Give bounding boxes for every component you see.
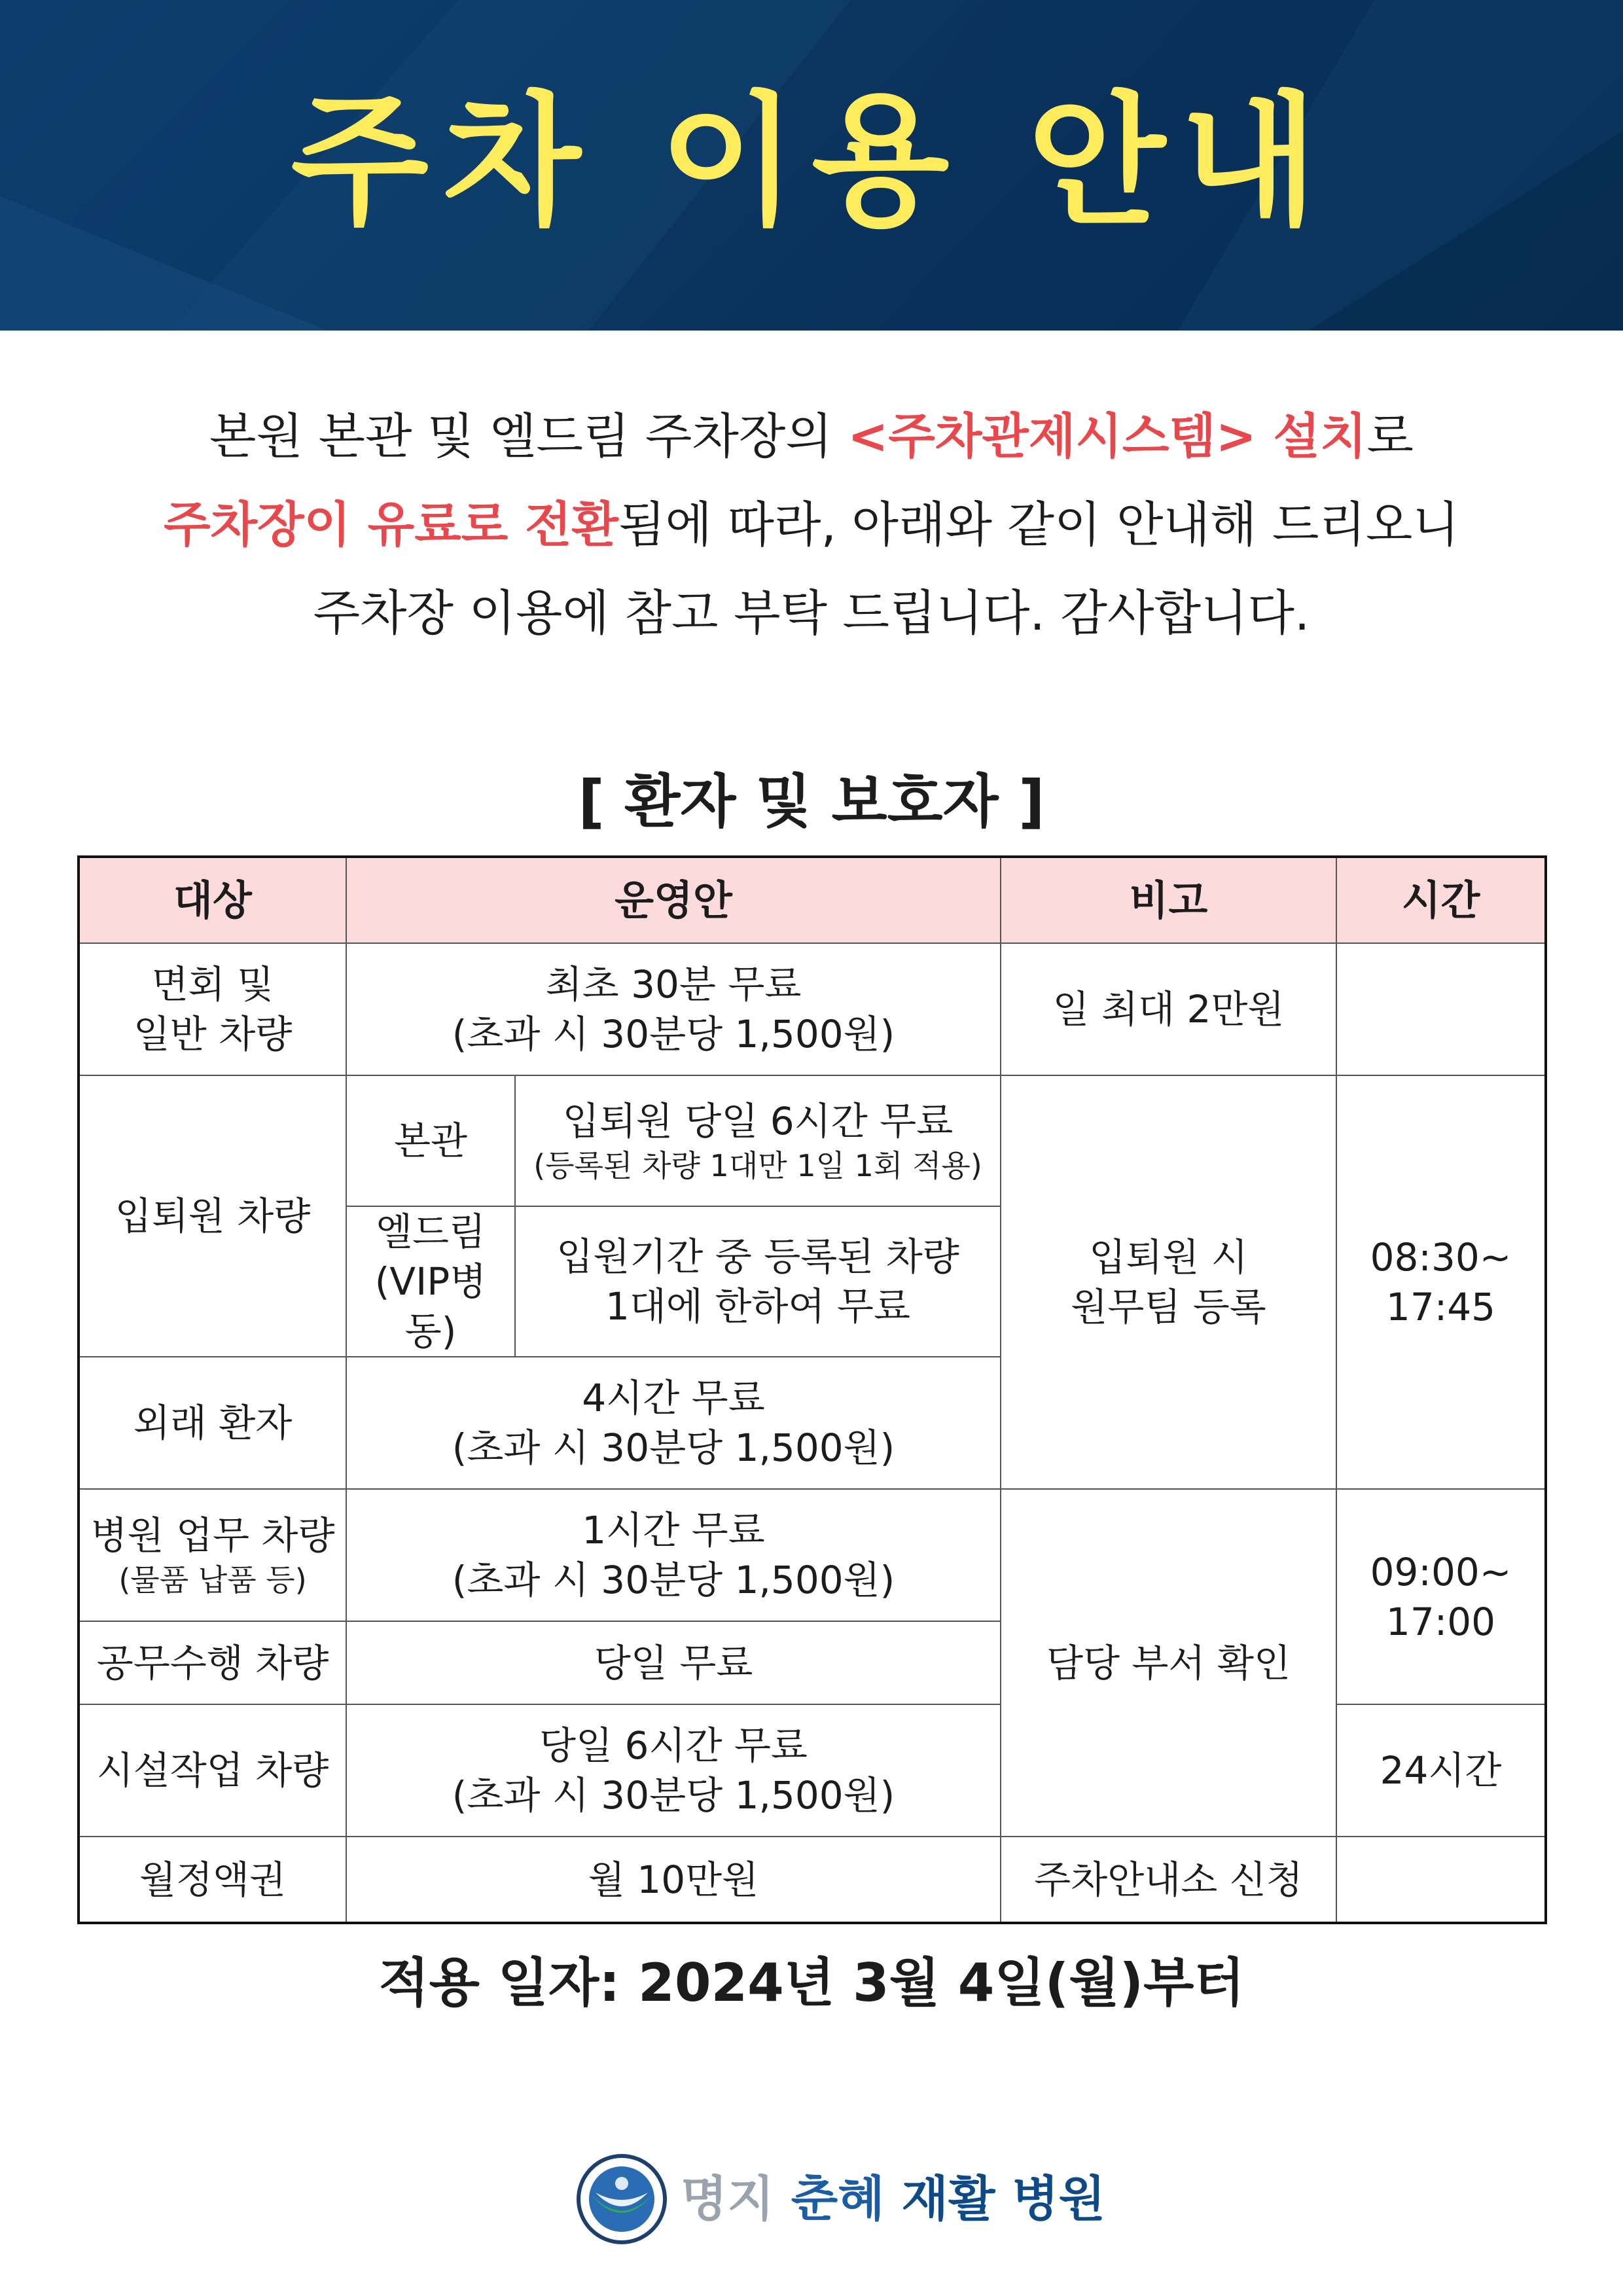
cell-text: (물품 납품 등) (118, 1562, 307, 1598)
cell-text: 병원 업무 차량 (90, 1513, 335, 1558)
policy-cell (515, 1075, 1001, 1206)
cell-text: 입퇴원 당일 6시간 무료 (562, 1099, 954, 1143)
note-cell (1001, 1075, 1336, 1489)
intro-paragraph (39, 393, 1584, 658)
hospital-name-part: 명지 (681, 2171, 774, 2227)
target-cell: 월정액권 (79, 1837, 346, 1923)
cell-text: 면회 및 (151, 962, 274, 1007)
policy-cell (346, 1704, 1001, 1837)
column-header: 운영안 (346, 857, 1001, 943)
target-cell: 입퇴원 차량 (79, 1075, 346, 1357)
sub-target-cell: 본관 (346, 1075, 515, 1206)
cell-text: (초과 시 30분당 1,500원) (452, 1558, 895, 1602)
cell-text: 1시간 무료 (582, 1508, 765, 1552)
cell-text: 09:00~ (1370, 1549, 1512, 1594)
cell-text: 원무팀 등록 (1071, 1285, 1266, 1329)
note-cell: 주차안내소 신청 (1001, 1837, 1336, 1923)
policy-cell: 월 10만원 (346, 1837, 1001, 1923)
note-cell: 담당 부서 확인 (1001, 1489, 1336, 1837)
cell-text: 엘드림 (375, 1210, 486, 1254)
target-cell (79, 1489, 346, 1621)
intro-text: 로 (1366, 408, 1414, 465)
cell-text: 17:45 (1385, 1285, 1496, 1329)
cell-text: 일반 차량 (133, 1012, 293, 1056)
cell-text: (초과 시 30분당 1,500원) (452, 1773, 895, 1818)
policy-cell (346, 1489, 1001, 1621)
table-row (79, 943, 1546, 1075)
hospital-emblem-icon (576, 2153, 668, 2245)
table-row (79, 1489, 1546, 1621)
table-header-row (79, 857, 1546, 943)
section-title: [ 환자 및 보호자 ] (578, 768, 1045, 835)
time-cell (1336, 1075, 1546, 1489)
intro-highlight: <주차관제시스템> 설치 (847, 408, 1367, 465)
target-cell: 시설작업 차량 (79, 1704, 346, 1837)
intro-line-2 (39, 481, 1584, 569)
intro-text: 본원 본관 및 엘드림 주차장의 (209, 408, 848, 465)
cell-text: 1대에 한하여 무료 (605, 1284, 910, 1329)
cell-text: (초과 시 30분당 1,500원) (452, 1012, 895, 1056)
target-cell: 공무수행 차량 (79, 1621, 346, 1704)
cell-text: 4시간 무료 (582, 1376, 765, 1420)
note-cell: 일 최대 2만원 (1001, 943, 1336, 1075)
cell-text: 최초 30분 무료 (545, 962, 802, 1007)
intro-line-3: 주차장 이용에 참고 부탁 드립니다. 감사합니다. (313, 585, 1310, 641)
cell-text: 08:30~ (1370, 1235, 1512, 1280)
column-header: 비고 (1001, 857, 1336, 943)
policy-cell (346, 943, 1001, 1075)
effective-date: 적용 일자: 2024년 3월 4일(월)부터 (378, 1952, 1245, 2013)
target-cell (79, 943, 346, 1075)
policy-cell (346, 1357, 1001, 1489)
parking-fee-table (77, 855, 1547, 1924)
time-cell (1336, 943, 1546, 1075)
cell-text: (초과 시 30분당 1,500원) (452, 1426, 895, 1470)
cell-text: 입원기간 중 등록된 차량 (556, 1234, 959, 1279)
intro-highlight: 주차장이 유료로 전환 (164, 497, 618, 553)
hospital-name-part: 재활 병원 (901, 2171, 1106, 2227)
time-cell (1336, 1837, 1546, 1923)
cell-text: 17:00 (1385, 1599, 1496, 1644)
cell-text: 입퇴원 시 (1089, 1235, 1248, 1280)
time-cell (1336, 1489, 1546, 1704)
time-cell: 24시간 (1336, 1704, 1546, 1837)
target-cell: 외래 환자 (79, 1357, 346, 1489)
hospital-logo (576, 2153, 1106, 2245)
header-banner (0, 0, 1623, 331)
cell-text: (VIP병동) (374, 1259, 487, 1354)
page-title: 주차 이용 안내 (291, 79, 1332, 245)
hospital-name-part: 춘혜 (791, 2171, 885, 2227)
policy-cell (515, 1206, 1001, 1357)
table-row (79, 1837, 1546, 1923)
hospital-name (681, 2166, 1105, 2232)
cell-text: 당일 6시간 무료 (539, 1723, 808, 1768)
sub-target-cell (346, 1206, 515, 1357)
column-header: 대상 (79, 857, 346, 943)
cell-text: (등록된 차량 1대만 1일 1회 적용) (533, 1148, 982, 1183)
policy-cell: 당일 무료 (346, 1621, 1001, 1704)
table-row (79, 1075, 1546, 1206)
intro-line-1 (39, 393, 1584, 481)
column-header: 시간 (1336, 857, 1546, 943)
intro-text: 됨에 따라, 아래와 같이 안내해 드리오니 (618, 497, 1459, 553)
